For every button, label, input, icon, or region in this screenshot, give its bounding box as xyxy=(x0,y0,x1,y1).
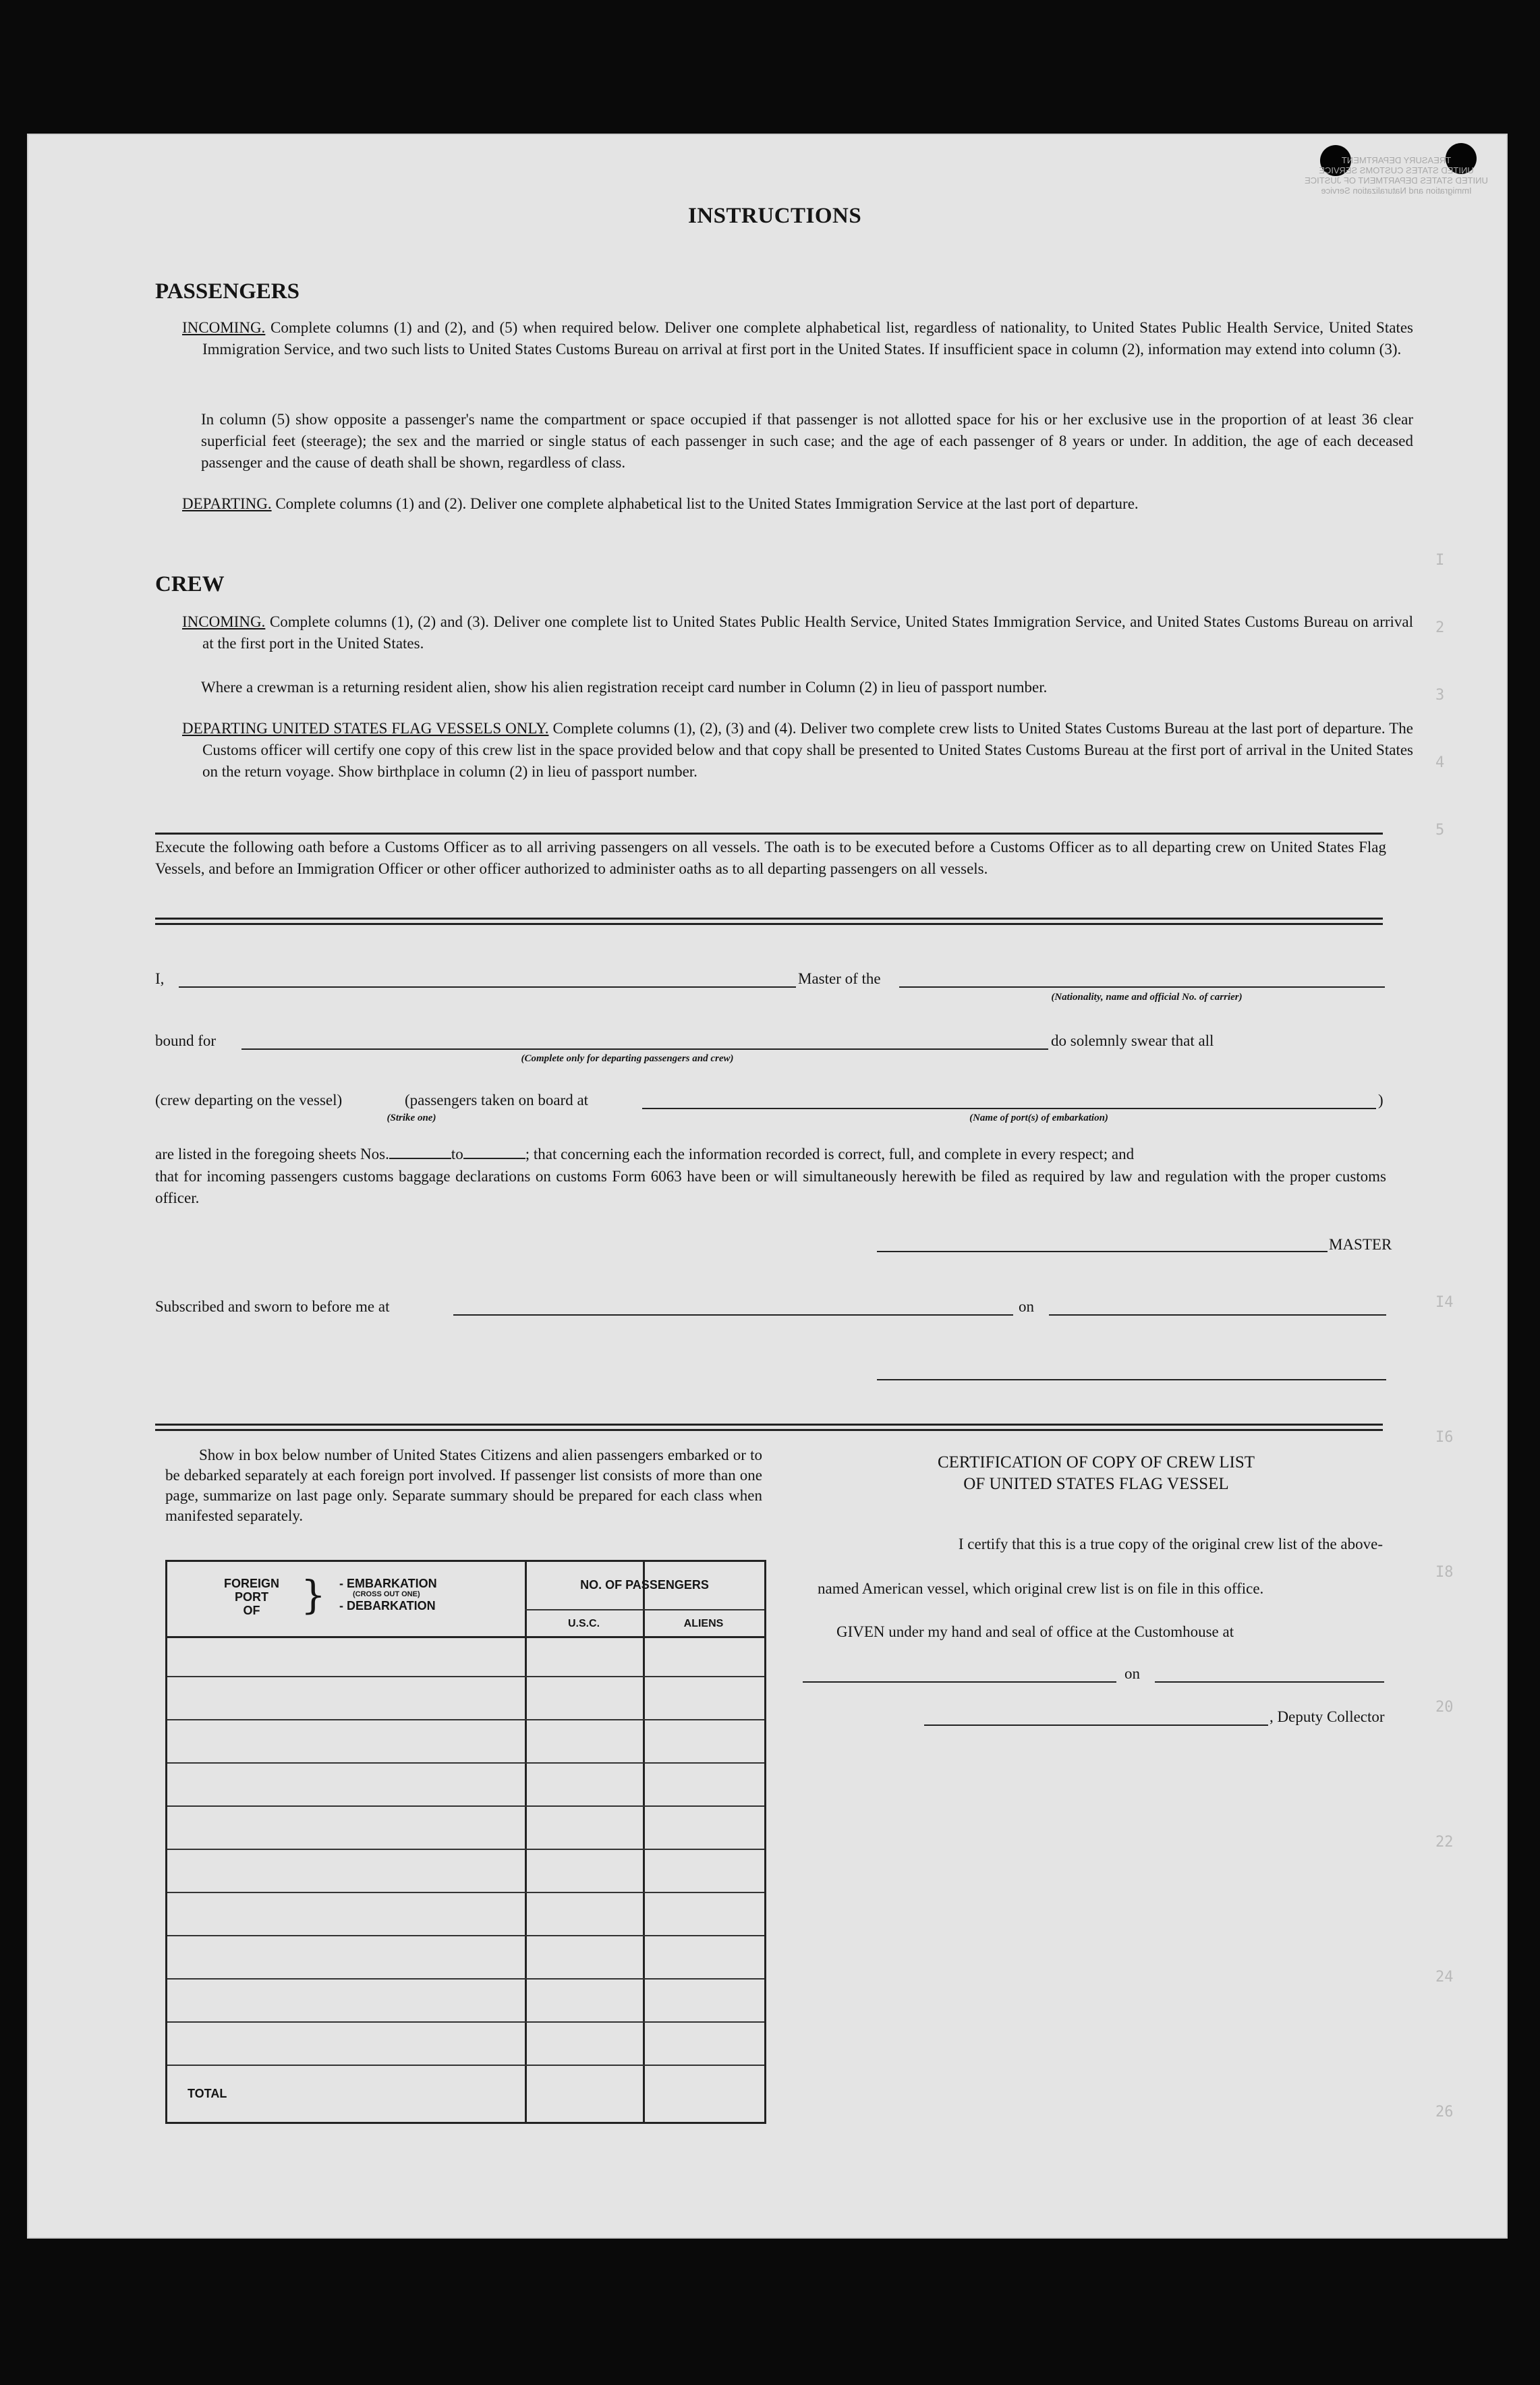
column-header-usc: U.S.C. xyxy=(567,1618,600,1629)
listed-text-a: are listed in the foregoing sheets Nos. xyxy=(155,1146,389,1162)
strike-one-caption: (Strike one) xyxy=(387,1113,436,1123)
mirrored-header-line: TREASURY DEPARTMENT xyxy=(1341,155,1452,165)
crew-resident-paragraph: Where a crewman is a returning resident alien, show his alien registration receipt card number in Column (2) in lieu of passport number. xyxy=(201,679,1048,696)
embarkation-ports-field[interactable] xyxy=(642,1108,1376,1109)
brace: } xyxy=(301,1572,326,1618)
cross-out-label: (CROSS OUT ONE) xyxy=(353,1590,420,1598)
port-word: PORT xyxy=(234,1590,268,1604)
column-header-port xyxy=(204,1577,299,1617)
crew-incoming-text: Complete columns (1), (2) and (3). Deliver one complete list to United States Public Health Service, United States Immigration Service, and United States Customs Bureau on arrival at the first port in the United States. xyxy=(202,613,1414,652)
swear-text: do solemnly swear that all xyxy=(1051,1032,1214,1049)
carrier-field[interactable] xyxy=(899,986,1385,988)
oath-intro: Execute the following oath before a Customs Officer as to all arriving passengers on all vessels. The oath is to be executed before a Customs Officer as to all departing crew on United States Flag Vessels, and before an Immigration Officer or other officer authorized to administer oaths as to all departing passengers on all vessels. xyxy=(155,839,1386,877)
passengers-departing-label: DEPARTING. xyxy=(182,495,272,512)
port-word: OF xyxy=(243,1604,260,1617)
debarkation-label: - DEBARKATION xyxy=(339,1599,436,1612)
mirrored-header-line: UNITED STATES DEPARTMENT OF JUSTICE xyxy=(1305,175,1488,186)
certify-on-label: on xyxy=(1124,1665,1140,1682)
crew-departing-paragraph xyxy=(182,718,1413,783)
certify-line-3: GIVEN under my hand and seal of office at the Customhouse at xyxy=(836,1623,1234,1640)
certification-title-line: OF UNITED STATES FLAG VESSEL xyxy=(963,1475,1229,1493)
summary-instructions: Show in box below number of United States Citizens and alien passengers embarked or to be debarked separately at each foreign port involved. If passenger list consists of more than one page, summarize on last page only. Separate summary should be prepared for each class when manifested separately. xyxy=(165,1447,762,1524)
deputy-collector-label: , Deputy Collector xyxy=(1270,1708,1385,1725)
crew-incoming-paragraph xyxy=(182,611,1413,654)
divider xyxy=(155,1429,1383,1431)
certify-line-1: I certify that this is a true copy of the original crew list of the above- xyxy=(958,1536,1383,1552)
divider xyxy=(155,923,1383,925)
passengers-departing-paragraph xyxy=(182,493,1413,515)
bound-for-label: bound for xyxy=(155,1032,217,1049)
sworn-place-field[interactable] xyxy=(453,1314,1013,1316)
master-of-label: Master of the xyxy=(798,970,881,987)
passengers-heading: PASSENGERS xyxy=(155,279,300,304)
sheet-from-field[interactable] xyxy=(389,1146,451,1159)
master-label: MASTER xyxy=(1329,1236,1392,1253)
crew-departing-option: (crew departing on the vessel) xyxy=(155,1092,343,1109)
certification-title xyxy=(809,1452,1383,1495)
passenger-summary-table xyxy=(165,1560,766,2124)
passengers-departing-text: Complete columns (1) and (2). Deliver one complete alphabetical list to the United States Immigration Service at the last port of departure. xyxy=(275,495,1139,512)
form-sheet: TREASURY DEPARTMENT UNITED STATES CUSTOMS SERVICE UNITED STATES DEPARTMENT OF JUSTICE Immigration and Naturalization Service I 2 3 4 5 I4 I6 I8 20 22 24 26 INSTRUCTIONS PASSENGERS INCOMING. Complete columns (1) and (2), and (5) when required below. Deliver one complete alphabetical list, regardless of nationality, to United States Public Health Service, United States Immigration Service, and two such lists to United States Customs Bureau on arrival at first port in the United States. If insufficient space in column (2), information may extend into column (3). In column (5) show opposite a passenger's name the compartment or space occupied if that passenger is not allotted space for his or her exclusive use in the proportion of at least 36 clear superficial feet (steerage); the sex and the married or single status of each passenger in such case; and the age of each passenger of 8 years or under. In addition, the age of each deceased passenger and the cause of death shall be shown, regardless of class. DEPARTING. Complete columns (1) and (2). Deliver one complete alphabetical list to the United States Immigration Service at the last port of departure. CREW INCOMING. Complete columns (1), (2) and (3). Deliver one complete list to United States Public Health Service, United States Immigration Service, and United States Customs Bureau on arrival at the first port in the United States. Where a crewman is a returning resident alien, show his alien registration receipt card number in Column (2) in lieu of passport number. DEPARTING UNITED STATES FLAG VESSELS ONLY. Complete columns (1), (2), (3) and (4). Deliver two complete crew lists to United States Customs Bureau at the last port of departure. The Customs officer will certify one copy of this crew list in the space provided below and that copy shall be presented to United States Customs Bureau at the first port of arrival in the United States on the return voyage. Show birthplace in column (2) in lieu of passport number. Execute the following oath before a Customs Officer as to all arriving passengers on all vessels. The oath is to be executed before a Customs Officer as to all departing crew on United States Flag Vessels, and before an Immigration Officer or other officer authorized to administer oaths as to all departing passengers on all vessels. I, Master of the (Nationality, name and official No. of carrier) bound for do solemnly swear that all (Complete only for departing passengers and crew) (crew departing on the vessel) (passengers taken on board at ) (Strike one) (Name of port(s) of embarkation) are listed in the foregoing sheets Nos. to ; that concerning each the information recorded is correct, full, and complete in every respect; and that for incoming passengers customs baggage declarations on customs Form 6063 have been or will simultaneously herewith be filed as required by law and regulation with the proper customs officer. MASTER Subscribed and sworn to before me at on Show in box below number of United States Citizens and alien passengers embarked or to be debarked separately at each foreign port involved. If passenger list consists of more than one page, summarize on last page only. Separate summary should be prepared for each class when manifested separately. FOREIGN PORT OF } - EMBARKATION (CROSS OUT ONE) - DEBARKATION NO. OF PASSENGERS U.S.C. ALIENS TOTAL CERTIFICATION OF COPY OF CREW LIST OF UNITED STATES FLAG VESSEL I certify that this is a true copy of the original crew list of the above- named American vessel, which original crew list is on file in this office. GIVEN under my hand and seal of office at the Customhouse at on , Deputy Collector xyxy=(27,134,1508,2239)
mirrored-header-line: Immigration and Naturalization Service xyxy=(1321,186,1472,196)
subscribed-label: Subscribed and sworn to before me at xyxy=(155,1298,390,1315)
port-word: FOREIGN xyxy=(223,1577,279,1590)
certification-title-line: CERTIFICATION OF COPY OF CREW LIST xyxy=(937,1453,1255,1471)
total-label: TOTAL xyxy=(188,2087,227,2100)
divider xyxy=(155,1424,1383,1426)
divider xyxy=(155,918,1383,920)
close-paren: ) xyxy=(1378,1092,1384,1109)
passengers-incoming-text: Complete columns (1) and (2), and (5) when required below. Deliver one complete alphabetical list, regardless of nationality, to United States Public Health Service, United States Immigration Service, and two such lists to United States Customs Bureau on arrival at first port in the United States. If insufficient space in column (2), information may extend into column (3). xyxy=(202,319,1413,358)
column-header-passengers: NO. OF PASSENGERS xyxy=(580,1578,709,1592)
to-label: to xyxy=(451,1146,463,1162)
column-header-aliens: ALIENS xyxy=(683,1618,724,1629)
column-header-embark-debark xyxy=(339,1577,437,1612)
mirrored-header xyxy=(1295,155,1498,196)
passengers-incoming-label: INCOMING. xyxy=(182,319,266,336)
master-name-field[interactable] xyxy=(179,986,796,988)
passengers-incoming-paragraph xyxy=(182,317,1413,360)
nationality-caption: (Nationality, name and official No. of carrier) xyxy=(1051,992,1243,1003)
crew-departing-text: Complete columns (1), (2), (3) and (4). Deliver two complete crew lists to United States Customs Bureau at the last port of departure. The Customs officer will certify one copy of this crew list in the space provided below and that copy shall be presented to United States Customs Bureau at the first port of arrival in the United States on the return voyage. Show birthplace in column (2) in lieu of passport number. xyxy=(202,720,1414,780)
ports-caption: (Name of port(s) of embarkation) xyxy=(969,1113,1108,1123)
divider xyxy=(155,833,1383,835)
listed-text-b: ; that concerning each the information recorded is correct, full, and complete in every respect; and xyxy=(525,1146,1135,1162)
destination-field[interactable] xyxy=(241,1048,1048,1050)
crew-incoming-label: INCOMING. xyxy=(182,613,266,630)
embarkation-label: - EMBARKATION xyxy=(339,1577,437,1590)
officer-signature-field[interactable] xyxy=(877,1379,1386,1380)
customhouse-place-field[interactable] xyxy=(803,1681,1116,1683)
certify-date-field[interactable] xyxy=(1155,1681,1384,1683)
certify-line-2: named American vessel, which original crew list is on file in this office. xyxy=(818,1580,1264,1597)
passengers-taken-option: (passengers taken on board at xyxy=(405,1092,589,1109)
listed-sheets-line xyxy=(155,1146,1396,1163)
crew-departing-label: DEPARTING UNITED STATES FLAG VESSELS ONLY. xyxy=(182,720,549,737)
passengers-column5-paragraph: In column (5) show opposite a passenger's name the compartment or space occupied if that passenger is not allotted space for his or her exclusive use in the proportion of at least 36 clear superficial feet (steerage); the sex and the married or single status of each passenger in such case; and the age of each passenger of 8 years or under. In addition, the age of each deceased passenger and the cause of death shall be shown, regardless of class. xyxy=(201,411,1413,471)
listed-text-c: that for incoming passengers customs baggage declarations on customs Form 6063 have been or will simultaneously herewith be filed as required by law and regulation with the proper customs officer. xyxy=(155,1168,1386,1206)
departing-only-caption: (Complete only for departing passengers and crew) xyxy=(521,1053,734,1064)
mirrored-header-line: UNITED STATES CUSTOMS SERVICE xyxy=(1319,165,1474,175)
sworn-date-field[interactable] xyxy=(1049,1314,1386,1316)
deputy-collector-signature-field[interactable] xyxy=(924,1724,1268,1726)
crew-heading: CREW xyxy=(155,572,225,596)
master-signature-field[interactable] xyxy=(877,1251,1328,1252)
oath-i-label: I, xyxy=(155,970,165,987)
sheet-to-field[interactable] xyxy=(463,1146,525,1159)
sworn-on-label: on xyxy=(1019,1298,1034,1315)
page-title: INSTRUCTIONS xyxy=(688,204,862,228)
